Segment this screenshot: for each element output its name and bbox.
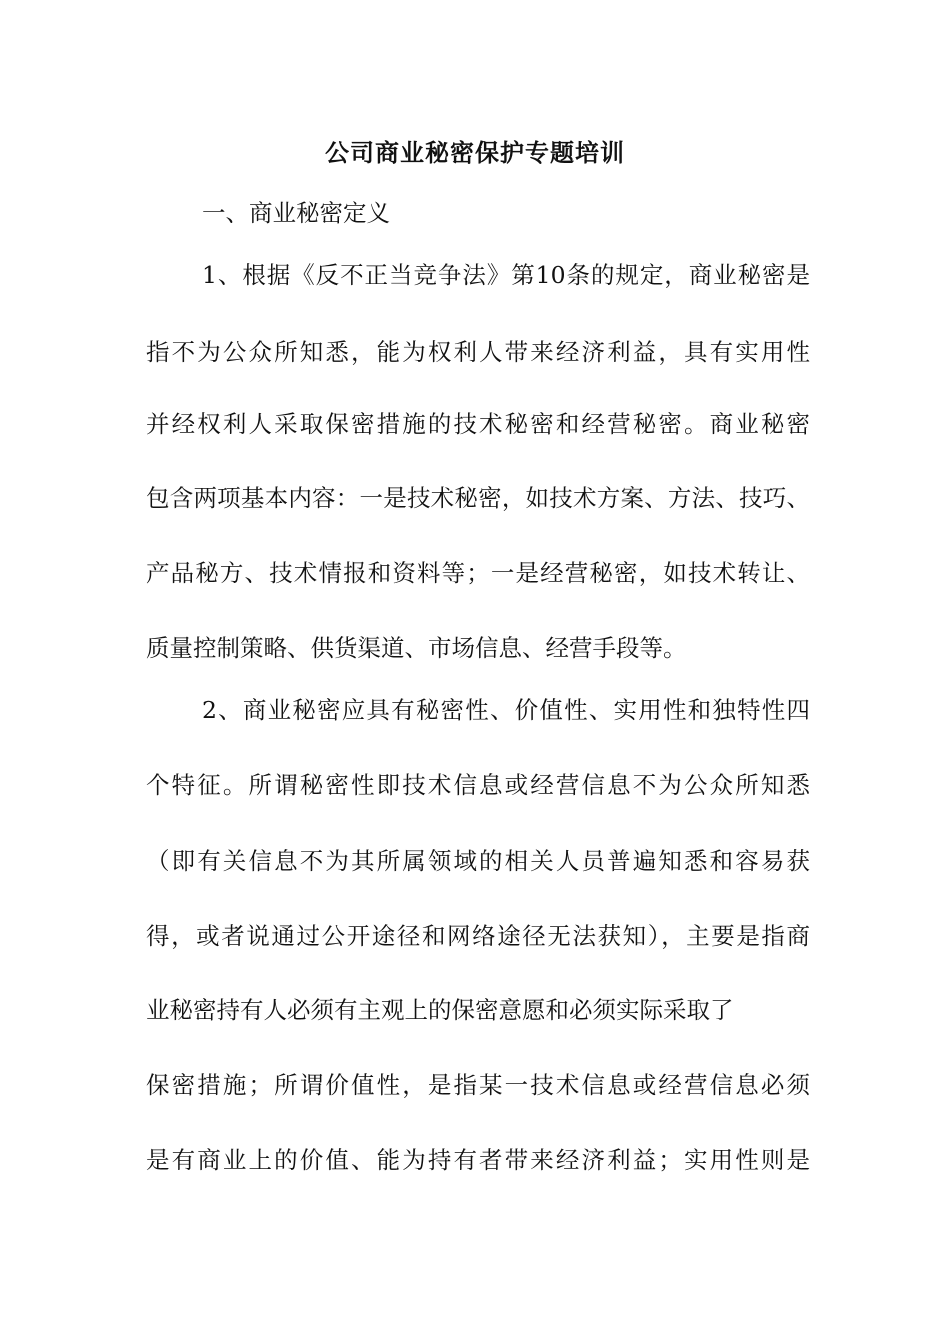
document-title: 公司商业秘密保护专题培训	[325, 138, 625, 167]
paragraph-line: 得，或者说通过公开途径和网络途径无法获知），主要是指商	[146, 922, 810, 950]
paragraph-line: 指不为公众所知悉，能为权利人带来经济利益，具有实用性	[146, 338, 810, 366]
paragraph-line: 2、商业秘密应具有秘密性、价值性、实用性和独特性四	[202, 696, 810, 724]
paragraph-line: 是有商业上的价值、能为持有者带来经济利益；实用性则是	[146, 1146, 810, 1174]
paragraph-line: 业秘密持有人必须有主观上的保密意愿和必须实际采取了	[146, 996, 734, 1024]
paragraph-line: 并经权利人采取保密措施的技术秘密和经营秘密。商业秘密	[146, 410, 810, 438]
paragraph-line: 个特征。所谓秘密性即技术信息或经营信息不为公众所知悉	[146, 771, 810, 799]
paragraph-line: （即有关信息不为其所属领域的相关人员普遍知悉和容易获	[146, 847, 810, 875]
section-heading: 一、商业秘密定义	[202, 199, 390, 227]
paragraph-line: 包含两项基本内容：一是技术秘密，如技术方案、方法、技巧、	[146, 484, 810, 512]
paragraph-line: 产品秘方、技术情报和资料等；一是经营秘密，如技术转让、	[146, 559, 810, 587]
paragraph-line: 保密措施；所谓价值性，是指某一技术信息或经营信息必须	[146, 1071, 810, 1099]
paragraph-line: 1、根据《反不正当竞争法》第10条的规定，商业秘密是	[202, 261, 810, 289]
paragraph-line: 质量控制策略、供货渠道、市场信息、经营手段等。	[146, 634, 687, 662]
